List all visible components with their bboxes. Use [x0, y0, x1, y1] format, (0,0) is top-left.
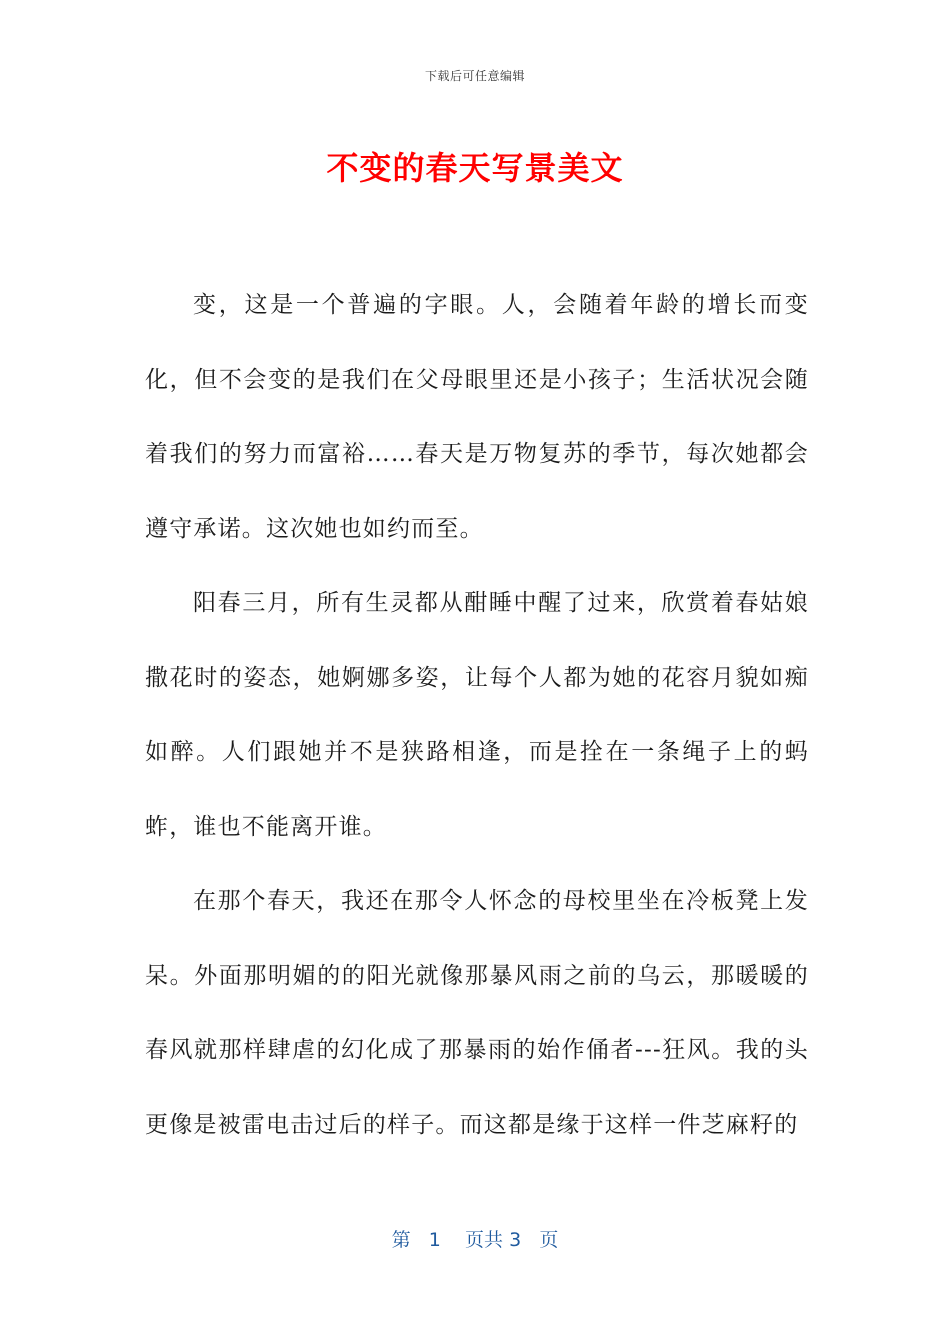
header-note: 下载后可任意编辑 — [424, 69, 525, 83]
document-body — [145, 268, 809, 1162]
document-title: 不变的春天写景美文 — [326, 149, 624, 187]
page-footer — [0, 1225, 950, 1252]
page-prefix: 第 — [391, 1229, 411, 1251]
total-pages-number: 3 — [509, 1229, 522, 1251]
paragraph-1: 变，这是一个普遍的字眼。人，会随着年龄的增长而变化，但不会变的是我们在父母眼里还是小孩子；生活状况会随着我们的努力而富裕……春天是万物复苏的季节，每次她都会遵守承诺。这次她也如约而至。 — [145, 292, 809, 542]
paragraph-2: 阳春三月，所有生灵都从酣睡中醒了过来，欣赏着春姑娘撒花时的姿态，她婀娜多姿，让每个人都为她的花容月貌如痴如醉。人们跟她并不是狭路相逢，而是拴在一条绳子上的蚂蚱，谁也不能离开谁。 — [145, 590, 809, 840]
page-middle: 页共 — [465, 1229, 504, 1251]
current-page-number: 1 — [428, 1229, 441, 1251]
page-suffix: 页 — [539, 1229, 559, 1251]
paragraph-3: 在那个春天，我还在那令人怀念的母校里坐在冷板凳上发呆。外面那明媚的的阳光就像那暴风雨之前的乌云，那暖暖的春风就那样肆虐的幻化成了那暴雨的始作俑者---狂风。我的头更像是被雷电击过后的样子。而这都是缘于这样一件芝麻籽的 — [145, 888, 809, 1138]
